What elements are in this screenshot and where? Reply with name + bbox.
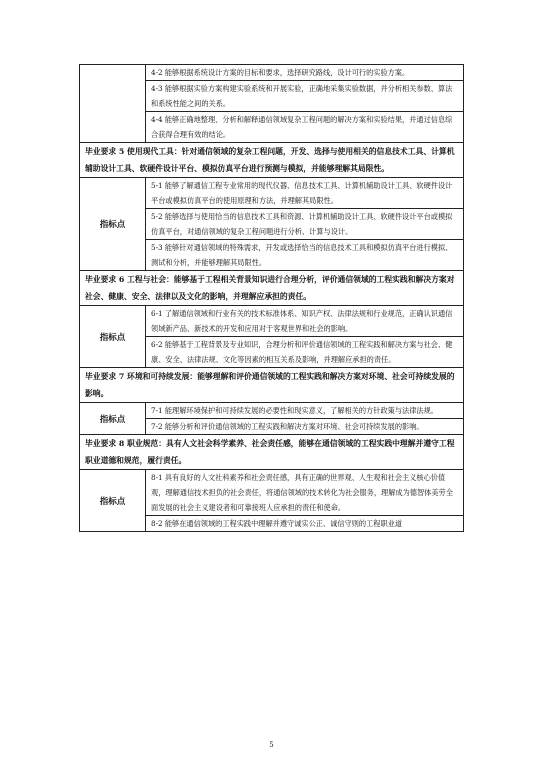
indicator-item-8-1: 8-1 具有良好的人文社科素养和社会责任感，具有正确的世界观、人生观和社会主义核心价值观，理解通信技术担负的社会责任，将通信领域的技术转化为社会服务，理解成为德智体美劳全面发展的社会主义建设者和可靠接班人应承担的责任和使命。	[146, 470, 464, 516]
table-row	[80, 143, 464, 178]
indicator-item-7-2: 7-2 能够分析和评价通信领域的工程实践和解决方案对环境、社会可持续发展的影响。	[146, 419, 464, 435]
table-row	[80, 65, 464, 81]
indicator-item-7-1: 7-1 能理解环境保护和可持续发展的必要性和现实意义，了解相关的方针政策与法律法规。	[146, 403, 464, 419]
indicator-item-4-2: 4-2 能够根据系统设计方案的目标和要求，选择研究路线，设计可行的实验方案。	[146, 65, 464, 81]
indicator-item-6-2: 6-2 能够基于工程背景及专业知识，合理分析和评价通信领域的工程实践和解决方案与社会、健康、安全、法律法规、文化等因素的相互关系及影响，并理解应承担的责任。	[146, 337, 464, 368]
indicator-item-6-1: 6-1 了解通信领域和行业有关的技术标准体系、知识产权、法律法规和行业规范，正确认识通信领域新产品、新技术的开发和应用对于客观世界和社会的影响。	[146, 306, 464, 337]
indicator-item-4-4: 4-4 能够正确地整理、分析和解释通信领域复杂工程问题的解决方案和实验结果，并通过信息综合获得合理有效的结论。	[146, 112, 464, 143]
table-row	[80, 403, 464, 419]
indicator-item-5-1: 5-1 能够了解通信工程专业常用的现代仪器、信息技术工具、计算机辅助设计工具、软硬件设计平台或模拟仿真平台的使用原理和方法，并理解其局限性。	[146, 178, 464, 209]
table-row	[80, 178, 464, 209]
table-row	[80, 271, 464, 306]
graduation-requirements-table	[79, 64, 464, 532]
indicator-item-5-2: 5-2 能够选择与使用恰当的信息技术工具和资源、计算机辅助设计工具、软硬件设计平台或模拟仿真平台，对通信领域的复杂工程问题进行分析、计算与设计。	[146, 209, 464, 240]
requirement-8-header: 毕业要求 8 职业规范：具有人文社会科学素养、社会责任感，能够在通信领域的工程实践中理解并遵守工程职业道德和规范，履行责任。	[80, 435, 464, 470]
indicator-label-cell: 指标点	[80, 470, 146, 532]
requirement-6-header: 毕业要求 6 工程与社会：能够基于工程相关背景知识进行合理分析，评价通信领域的工程实践和解决方案对社会、健康、安全、法律以及文化的影响，并理解应承担的责任。	[80, 271, 464, 306]
indicator-label-cell: 指标点	[80, 306, 146, 368]
requirement-7-header: 毕业要求 7 环境和可持续发展：能够理解和评价通信领域的工程实践和解决方案对环境、社会可持续发展的影响。	[80, 368, 464, 403]
indicator-label-cell: 指标点	[80, 403, 146, 435]
table-row	[80, 470, 464, 516]
indicator-item-4-3: 4-3 能够根据实验方案构建实验系统和开展实验，正确地采集实验数据，并分析相关参数、算法和系统性能之间的关系。	[146, 81, 464, 112]
table-row	[80, 306, 464, 337]
indicator-label-cell: 指标点	[80, 178, 146, 271]
page-number: 5	[269, 741, 274, 749]
table-row	[80, 435, 464, 470]
indicator-item-5-3: 5-3 能够针对通信领域的特殊需求，开发或选择恰当的信息技术工具和模拟仿真平台进行模拟、测试和分析，并能够理解其局限性。	[146, 240, 464, 271]
indicator-item-8-2: 8-2 能够在通信领域的工程实践中理解并遵守诚实公正、诚信守则的工程职业道	[146, 516, 464, 532]
table-row	[80, 368, 464, 403]
requirement-5-header: 毕业要求 5 使用现代工具：针对通信领域的复杂工程问题，开发、选择与使用相关的信息技术工具、计算机辅助设计工具、软硬件设计平台、模拟仿真平台进行预测与模拟，并能够理解其局限性。	[80, 143, 464, 178]
indicator-label-cell	[80, 65, 146, 143]
